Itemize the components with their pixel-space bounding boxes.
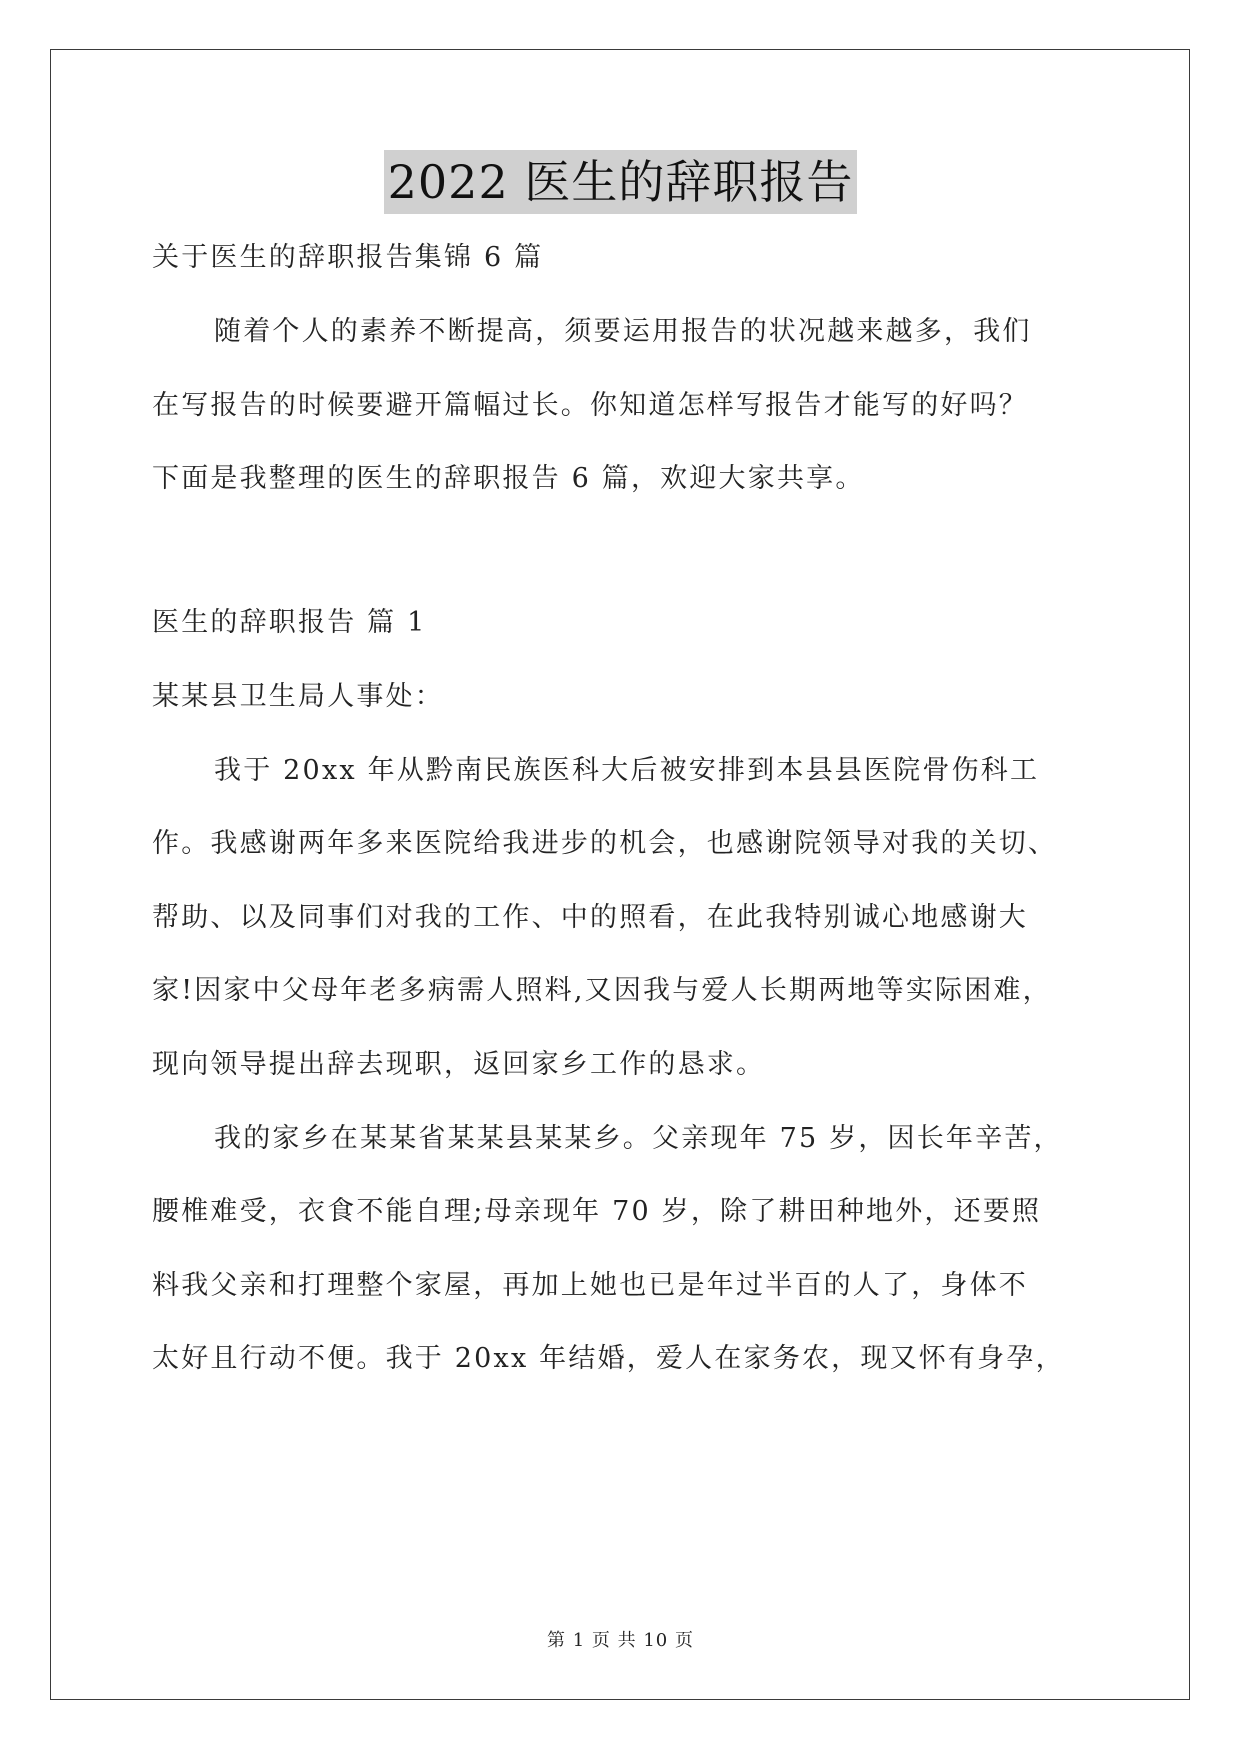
paragraph1-line-1: 我于 20xx 年从黔南民族医科大后被安排到本县县医院骨伤科工 bbox=[214, 755, 1040, 786]
page-border bbox=[50, 49, 1190, 1700]
intro-line-2: 在写报告的时候要避开篇幅过长。你知道怎样写报告才能写的好吗？ bbox=[152, 390, 1028, 421]
document-subtitle: 关于医生的辞职报告集锦 6 篇 bbox=[152, 242, 544, 273]
salutation: 某某县卫生局人事处： bbox=[152, 681, 444, 712]
paragraph2-line-3: 料我父亲和打理整个家屋，再加上她也已是年过半百的人了，身体不 bbox=[152, 1270, 1028, 1301]
page-indicator: 第 1 页 共 10 页 bbox=[547, 1630, 694, 1651]
document-title: 2022 医生的辞职报告 bbox=[384, 150, 858, 214]
paragraph1-line-5: 现向领导提出辞去现职，返回家乡工作的恳求。 bbox=[152, 1049, 766, 1080]
title-container bbox=[0, 150, 1241, 214]
paragraph2-line-1: 我的家乡在某某省某某县某某乡。父亲现年 75 岁，因长年辛苦， bbox=[214, 1123, 1063, 1154]
section-heading: 医生的辞职报告 篇 1 bbox=[152, 607, 427, 638]
paragraph2-line-2: 腰椎难受，衣食不能自理;母亲现年 70 岁，除了耕田种地外，还要照 bbox=[152, 1196, 1042, 1227]
intro-line-1: 随着个人的素养不断提高，须要运用报告的状况越来越多，我们 bbox=[214, 316, 1032, 347]
paragraph1-line-2: 作。我感谢两年多来医院给我进步的机会，也感谢院领导对我的关切、 bbox=[152, 828, 1058, 859]
paragraph2-line-4: 太好且行动不便。我于 20xx 年结婚，爱人在家务农，现又怀有身孕， bbox=[152, 1343, 1065, 1374]
intro-line-3: 下面是我整理的医生的辞职报告 6 篇，欢迎大家共享。 bbox=[152, 463, 865, 494]
paragraph1-line-3: 帮助、以及同事们对我的工作、中的照看，在此我特别诚心地感谢大 bbox=[152, 902, 1028, 933]
paragraph1-line-4: 家!因家中父母年老多病需人照料,又因我与爱人长期两地等实际困难， bbox=[152, 975, 1052, 1006]
